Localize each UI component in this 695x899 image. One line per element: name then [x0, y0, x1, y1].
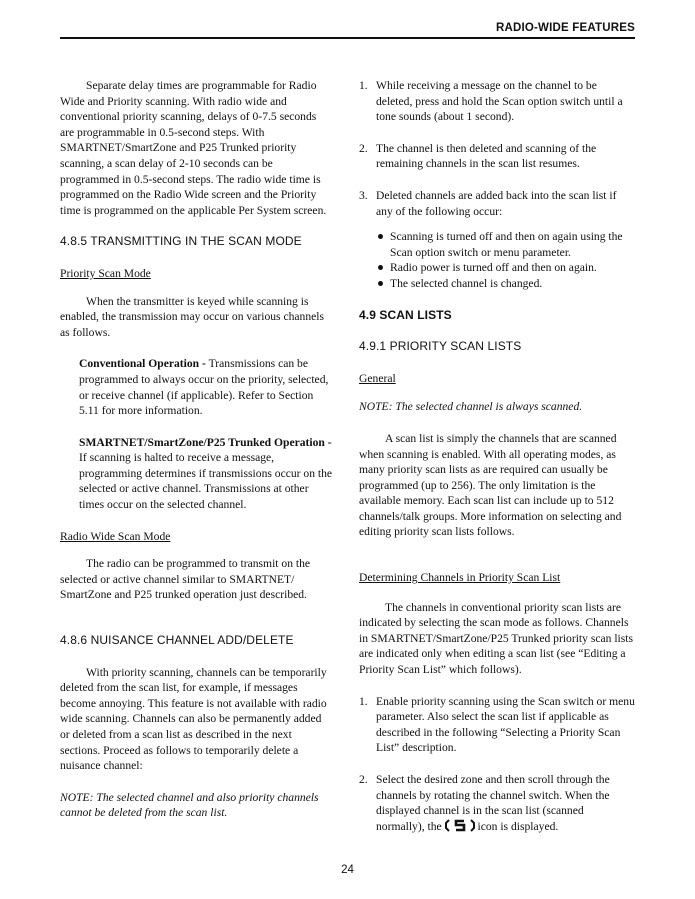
conventional-operation-text: Transmissions can be programmed to always occur on the priority, selected, or receive channel (if applicable). Refer to Section 5.11 for more information.: [79, 357, 329, 418]
transmitter-keyed-paragraph: When the transmitter is keyed while scanning is enabled, the transmission may occur on various channels as follows.: [60, 294, 325, 339]
list-item: 2. The channel is then deleted and scanning of the remaining channels in the scan list resumes.: [359, 141, 597, 171]
note-priority-channels: NOTE: The selected channel and also priority channels cannot be deleted from the scan list.: [60, 790, 319, 820]
section-4-8-5-heading: 4.8.5 TRANSMITTING IN THE SCAN MODE: [60, 234, 302, 249]
scan-icon: [445, 819, 475, 832]
header-rule: [60, 37, 635, 39]
radio-wide-scan-mode-subheading: Radio Wide Scan Mode: [60, 529, 171, 543]
list-item: The selected channel is changed.: [376, 276, 635, 292]
list-item: 1. Enable priority scanning using the Scan switch or menu parameter. Also select the scan list if applicable as described in the following “Selecting a Priority Scan List” description.: [359, 694, 635, 755]
scan-list-paragraph: A scan list is simply the channels that are scanned when scanning is enabled. With all operating modes, as many priority scan lists as are required can usually be programmed (up to 256). The only limitation is the available memory. Each scan list can include up to 512 channels/talk groups. More information on selecting and editing priority scan lists follows.: [359, 431, 622, 539]
trunked-operation-paragraph: [79, 435, 333, 513]
list-item: Scanning is turned off and then on again using the Scan option switch or menu parameter.: [376, 229, 635, 260]
priority-scan-mode-subheading: Priority Scan Mode: [60, 266, 151, 280]
right-column: [359, 78, 635, 850]
delay-times-paragraph: Separate delay times are programmable for Radio Wide and Priority scanning. With radio wide and conventional priority scanning, delays of 0-7.5 seconds are programmable in 0.5-second steps. With SMARTNET/SmartZone and P25 Trunked priority scanning, a scan delay of 2-10 seconds can be programmed in 0.5-second steps. The radio wide time is programmed on the Radio Wide screen and the Priority time is programmed on the applicable Per System screen.: [60, 79, 327, 217]
radio-transmit-paragraph: The radio can be programmed to transmit on the selected or active channel similar to SMARTNET/ SmartZone and P25 trunked operation just described.: [60, 557, 311, 602]
conventional-operation-paragraph: [79, 356, 333, 418]
trunked-operation-text: If scanning is halted to receive a message, programming determines if transmissions occur on the selected or active channel. Transmissions at other times occur on the selected channel.: [79, 451, 333, 512]
delete-steps-list: [359, 78, 635, 292]
list-item: Radio power is turned off and then on again.: [376, 260, 635, 276]
general-subheading: General: [359, 371, 396, 385]
determining-channels-subheading: Determining Channels in Priority Scan List: [359, 571, 561, 585]
bullet-icon: [378, 265, 383, 270]
conventional-scan-lists-paragraph: The channels in conventional priority scan lists are indicated by selecting the scan mode as follows. Channels in SMARTNET/SmartZone/P25 Trunked priority scan lists are indicated only when editing a scan list (see “Editing a Priority Scan List” which follows).: [359, 600, 634, 677]
left-column: [60, 78, 333, 837]
list-item: 3. Deleted channels are added back into the scan list if any of the following occur: Scanning is turned off and then on again using the Scan option switch or menu parameter. Radio power is turned off and then on again. The selected channel is changed.: [359, 188, 635, 292]
readd-conditions-list: [376, 229, 635, 291]
running-header: RADIO-WIDE FEATURES: [495, 22, 635, 34]
page-number: 24: [341, 864, 354, 876]
list-item: 2. Select the desired zone and then scroll through the channels by rotating the channel switch. When the displayed channel is in the scan list (scanned normally), the icon is displayed.: [359, 773, 610, 833]
nuisance-channel-paragraph: With priority scanning, channels can be temporarily deleted from the scan list, for example, if messages become annoying. This feature is not available with radio wide scanning. Channels can also be permanently added or deleted from a scan list as described in the next sections. Proceed as follows to temporarily delete a nuisance channel:: [60, 665, 327, 773]
trunked-operation-label: SMARTNET/SmartZone/P25 Trunked Operation -: [79, 435, 332, 449]
note-selected-channel: NOTE: The selected channel is always scanned.: [359, 400, 583, 414]
conventional-operation-label: Conventional Operation -: [79, 357, 206, 371]
list-item: 1. While receiving a message on the channel to be deleted, press and hold the Scan option switch until a tone sounds (about 1 second).: [359, 79, 623, 124]
section-4-8-6-heading: 4.8.6 NUISANCE CHANNEL ADD/DELETE: [60, 633, 294, 648]
determine-steps-list: [359, 694, 635, 835]
bullet-icon: [378, 281, 383, 286]
section-4-9-1-heading: 4.9.1 PRIORITY SCAN LISTS: [359, 339, 522, 354]
section-4-9-heading: 4.9 SCAN LISTS: [359, 307, 452, 322]
bullet-icon: [378, 234, 383, 239]
